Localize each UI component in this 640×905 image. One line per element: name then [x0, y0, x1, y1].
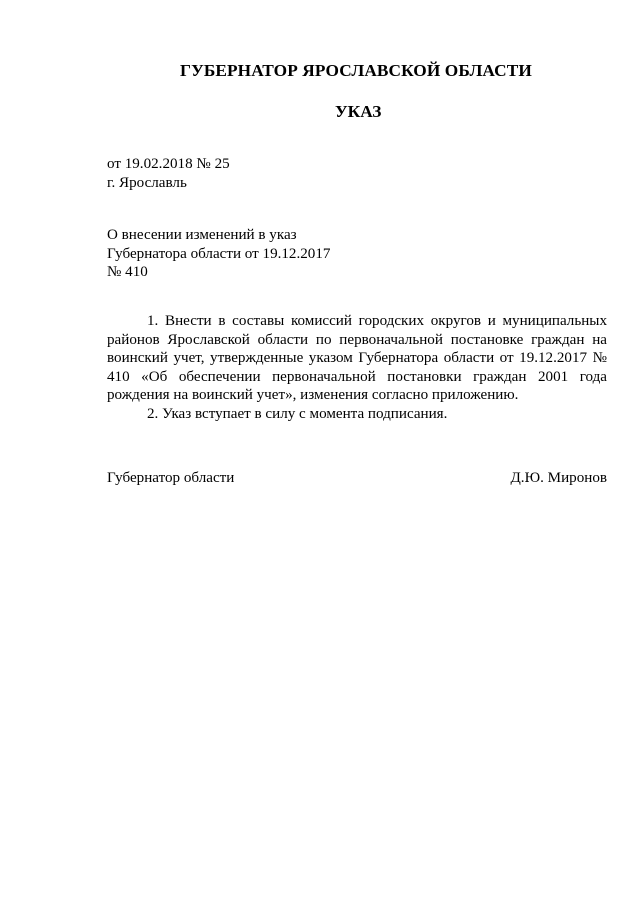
document-body — [107, 312, 607, 423]
body-paragraph-2: 2. Указ вступает в силу с момента подписания. — [147, 405, 448, 422]
signature-block — [107, 469, 607, 488]
issuing-authority-title: ГУБЕРНАТОР ЯРОСЛАВСКОЙ ОБЛАСТИ — [180, 61, 532, 80]
signatory-position: Губернатор области — [107, 470, 235, 486]
subject-line: О внесении изменений в указ — [107, 227, 297, 243]
document-subject — [107, 226, 330, 282]
document-meta — [107, 155, 230, 193]
body-paragraph-1: 1. Внести в составы комиссий городских округов и муниципальных районов Ярославской области по первоначальной постановке граждан на воинский учет, утвержденные указом Губернатора области от 19.12.2017 № 410 «Об обеспечении первоначальной постановки граждан 2001 года рождения на воинский учет», изменения согласно приложению. — [107, 313, 607, 403]
document-type-heading: УКАЗ — [335, 102, 382, 121]
city: г. Ярославль — [107, 175, 187, 191]
signatory-name: Д.Ю. Миронов — [510, 470, 607, 486]
subject-line: № 410 — [107, 264, 148, 280]
date-and-number: от 19.02.2018 № 25 — [107, 156, 230, 172]
subject-line: Губернатора области от 19.12.2017 — [107, 245, 331, 262]
